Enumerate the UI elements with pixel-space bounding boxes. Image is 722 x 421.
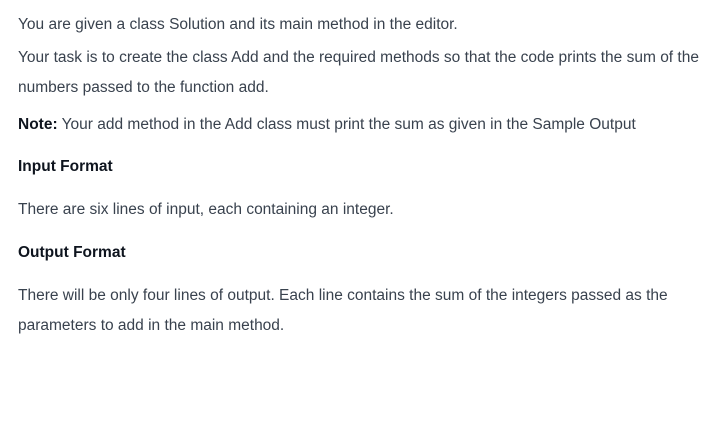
input-format-heading: Input Format bbox=[18, 158, 113, 175]
intro-paragraph-1: You are given a class Solution and its main method in the editor. bbox=[18, 16, 458, 33]
problem-statement bbox=[18, 0, 716, 341]
note-text: Your add method in the Add class must print the sum as given in the Sample Output bbox=[57, 116, 636, 133]
input-format-text: There are six lines of input, each containing an integer. bbox=[18, 201, 394, 218]
output-format-text: There will be only four lines of output. Each line contains the sum of the integers passed as the parameters to add in the main method. bbox=[18, 287, 668, 334]
intro-paragraph-2: Your task is to create the class Add and the required methods so that the code prints the sum of the numbers passed to the function add. bbox=[18, 49, 699, 96]
note-paragraph bbox=[18, 110, 716, 140]
note-label: Note: bbox=[18, 116, 58, 133]
output-format-heading: Output Format bbox=[18, 244, 126, 261]
